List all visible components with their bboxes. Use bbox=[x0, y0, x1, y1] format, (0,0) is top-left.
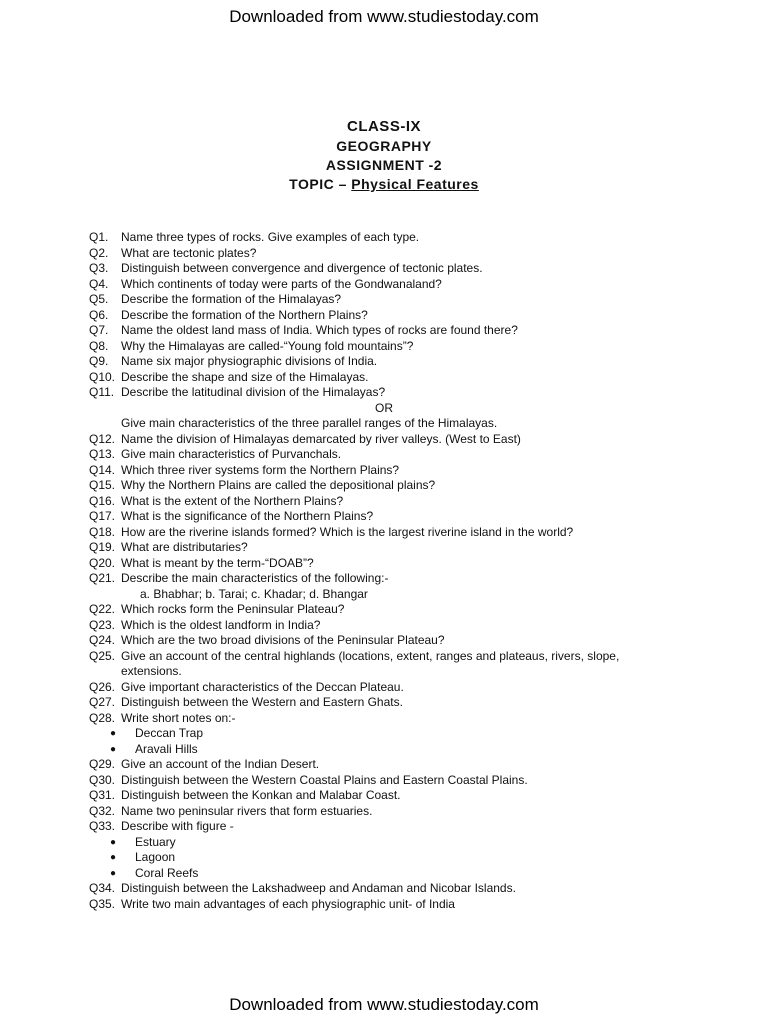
question-text: What is meant by the term-“DOAB”? bbox=[121, 555, 314, 570]
question-item bbox=[89, 432, 729, 448]
question-item bbox=[89, 246, 729, 262]
question-text: Name the division of Himalayas demarcated by river valleys. (West to East) bbox=[121, 431, 521, 446]
question-text: Distinguish between the Western Coastal Plains and Eastern Coastal Plains. bbox=[121, 772, 528, 787]
question-number: Q15. bbox=[89, 478, 116, 492]
topic-line bbox=[0, 175, 768, 194]
question-item bbox=[89, 478, 729, 494]
question-text: Write short notes on:- bbox=[121, 710, 236, 725]
header-banner: Downloaded from www.studiestoday.com bbox=[229, 7, 539, 26]
class-title: CLASS-IX bbox=[346, 118, 421, 135]
question-item bbox=[89, 649, 729, 665]
question-text: Give important characteristics of the Deccan Plateau. bbox=[121, 679, 404, 694]
question-item bbox=[89, 261, 729, 277]
question-text: Describe the latitudinal division of the Himalayas? bbox=[121, 385, 386, 399]
question-text: Describe the shape and size of the Himalayas. bbox=[121, 369, 369, 384]
question-item bbox=[89, 323, 729, 339]
question-text: Which is the oldest landform in India? bbox=[121, 617, 321, 632]
question-text: Which are the two broad divisions of the Peninsular Plateau? bbox=[121, 633, 445, 647]
question-number: Q17. bbox=[89, 509, 116, 523]
question-number: Q1. bbox=[89, 230, 109, 244]
question-number: Q25. bbox=[89, 648, 116, 663]
question-text: Name three types of rocks. Give examples of each type. bbox=[121, 230, 420, 244]
question-number: Q24. bbox=[89, 633, 116, 647]
q25-continuation: extensions. bbox=[121, 664, 182, 678]
question-item bbox=[89, 494, 729, 510]
question-number: Q32. bbox=[89, 803, 116, 818]
question-number: Q30. bbox=[89, 772, 116, 787]
question-item bbox=[89, 525, 729, 541]
question-item bbox=[89, 711, 729, 727]
question-text: Describe the formation of the Himalayas? bbox=[121, 292, 342, 306]
bullet-icon: ● bbox=[110, 743, 117, 755]
question-text: Write two main advantages of each physiographic unit- of India bbox=[121, 896, 455, 911]
question-number: Q6. bbox=[89, 307, 109, 322]
question-item bbox=[89, 230, 729, 246]
q21-sub-items: a. Bhabhar; b. Tarai; c. Khadar; d. Bhangar bbox=[140, 586, 368, 601]
question-item bbox=[89, 447, 729, 463]
question-text: Which three river systems form the Northern Plains? bbox=[121, 462, 400, 477]
question-number: Q19. bbox=[89, 540, 116, 554]
question-text: Describe the main characteristics of the following:- bbox=[121, 571, 389, 585]
bullet-text: Estuary bbox=[135, 834, 176, 849]
question-number: Q29. bbox=[89, 757, 116, 771]
question-number: Q18. bbox=[89, 524, 116, 539]
or-separator: OR bbox=[375, 400, 393, 415]
question-number: Q16. bbox=[89, 493, 116, 508]
question-number: Q22. bbox=[89, 602, 116, 616]
question-text: Which continents of today were parts of the Gondwanaland? bbox=[121, 276, 442, 291]
question-item bbox=[89, 757, 729, 773]
assignment-heading bbox=[0, 117, 768, 194]
question-item bbox=[89, 277, 729, 293]
question-item bbox=[89, 354, 729, 370]
question-number: Q23. bbox=[89, 617, 116, 632]
question-item bbox=[89, 370, 729, 386]
question-text: Distinguish between convergence and divergence of tectonic plates. bbox=[121, 261, 483, 275]
question-number: Q5. bbox=[89, 292, 109, 306]
question-item bbox=[89, 618, 729, 634]
question-text: What is the significance of the Northern Plains? bbox=[121, 509, 374, 523]
question-text: What is the extent of the Northern Plains? bbox=[121, 493, 344, 508]
bullet-text: Deccan Trap bbox=[135, 726, 204, 740]
question-item bbox=[89, 602, 729, 618]
question-text: Why the Himalayas are called-“Young fold mountains”? bbox=[121, 338, 414, 353]
question-text: Describe with figure - bbox=[121, 819, 234, 833]
question-number: Q34. bbox=[89, 881, 116, 895]
question-number: Q20. bbox=[89, 555, 116, 570]
question-text: Why the Northern Plains are called the depositional plains? bbox=[121, 478, 436, 492]
question-item bbox=[89, 819, 729, 835]
question-item bbox=[89, 680, 729, 696]
question-number: Q28. bbox=[89, 710, 116, 725]
question-number: Q27. bbox=[89, 695, 116, 709]
question-item bbox=[89, 292, 729, 308]
question-number: Q7. bbox=[89, 323, 109, 337]
question-number: Q13. bbox=[89, 447, 116, 461]
question-number: Q35. bbox=[89, 896, 116, 911]
footer-banner: Downloaded from www.studiestoday.com bbox=[229, 995, 539, 1014]
question-item bbox=[89, 881, 729, 897]
question-item bbox=[89, 463, 729, 479]
question-item bbox=[89, 556, 729, 572]
question-number: Q26. bbox=[89, 679, 116, 694]
question-text: Describe the formation of the Northern Plains? bbox=[121, 307, 368, 322]
question-text: Give an account of the Indian Desert. bbox=[121, 757, 320, 771]
question-text: Distinguish between the Lakshadweep and Andaman and Nicobar Islands. bbox=[121, 881, 516, 895]
question-item bbox=[89, 540, 729, 556]
question-text: Distinguish between the Western and Eastern Ghats. bbox=[121, 695, 403, 709]
question-list bbox=[89, 230, 729, 912]
question-number: Q9. bbox=[89, 354, 109, 368]
question-item bbox=[89, 804, 729, 820]
question-number: Q3. bbox=[89, 261, 109, 275]
question-number: Q33. bbox=[89, 819, 116, 833]
question-text: Name the oldest land mass of India. Which types of rocks are found there? bbox=[121, 323, 518, 337]
question-number: Q4. bbox=[89, 276, 109, 291]
question-number: Q2. bbox=[89, 245, 109, 260]
bullet-icon: ● bbox=[110, 728, 117, 739]
question-number: Q11. bbox=[89, 385, 115, 399]
question-item bbox=[89, 773, 729, 789]
question-number: Q21. bbox=[89, 571, 116, 585]
topic-name: Physical Features bbox=[351, 176, 479, 192]
question-item bbox=[89, 385, 729, 401]
question-item bbox=[89, 788, 729, 804]
bullet-item bbox=[89, 726, 729, 742]
question-number: Q14. bbox=[89, 462, 116, 477]
question-text: Name two peninsular rivers that form estuaries. bbox=[121, 803, 373, 818]
bullet-icon: ● bbox=[110, 836, 117, 848]
question-text: Distinguish between the Konkan and Malabar Coast. bbox=[121, 788, 401, 802]
question-text: Give main characteristics of Purvanchals. bbox=[121, 447, 342, 461]
bullet-text: Aravali Hills bbox=[135, 741, 198, 756]
bullet-item bbox=[89, 850, 729, 866]
question-text: Which rocks form the Peninsular Plateau? bbox=[121, 602, 345, 616]
bullet-item bbox=[89, 742, 729, 758]
bullet-item bbox=[89, 835, 729, 851]
assignment-title: ASSIGNMENT -2 bbox=[325, 157, 443, 173]
question-text: What are distributaries? bbox=[121, 540, 248, 554]
bullet-text: Lagoon bbox=[135, 850, 176, 864]
question-item bbox=[89, 339, 729, 355]
question-item bbox=[89, 633, 729, 649]
question-number: Q12. bbox=[89, 431, 116, 446]
q11-alternative: Give main characteristics of the three parallel ranges of the Himalayas. bbox=[121, 416, 498, 430]
topic-prefix: TOPIC – bbox=[289, 176, 352, 192]
question-item bbox=[89, 695, 729, 711]
question-item bbox=[89, 571, 729, 587]
bullet-icon: ● bbox=[110, 867, 117, 879]
question-number: Q8. bbox=[89, 338, 109, 353]
question-text: What are tectonic plates? bbox=[121, 245, 257, 260]
question-text: Give an account of the central highlands (locations, extent, ranges and plateaus, rivers, slope, bbox=[121, 648, 620, 663]
bullet-text: Coral Reefs bbox=[135, 865, 199, 880]
question-number: Q31. bbox=[89, 788, 116, 802]
subject-title: GEOGRAPHY bbox=[336, 138, 432, 154]
question-text: How are the riverine islands formed? Which is the largest riverine island in the world? bbox=[121, 524, 574, 539]
question-item bbox=[89, 897, 729, 913]
question-text: Name six major physiographic divisions of India. bbox=[121, 354, 378, 368]
question-item bbox=[89, 308, 729, 324]
question-number: Q10. bbox=[89, 369, 116, 384]
bullet-icon: ● bbox=[110, 852, 117, 863]
bullet-item bbox=[89, 866, 729, 882]
question-item bbox=[89, 509, 729, 525]
